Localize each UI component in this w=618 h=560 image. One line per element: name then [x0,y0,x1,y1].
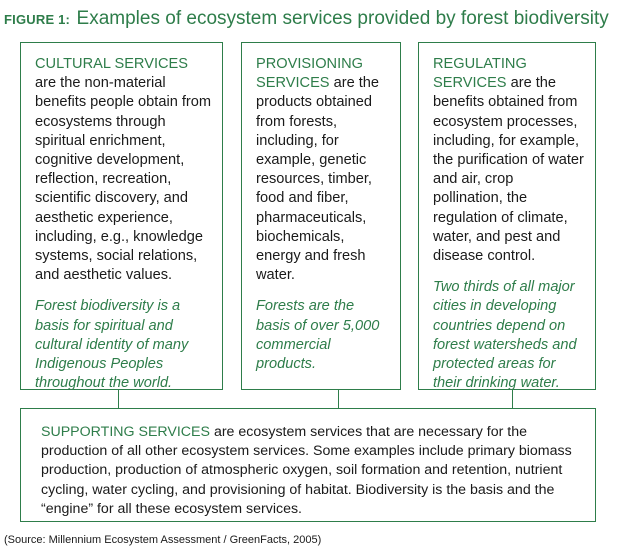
provisioning-services-text [256,55,390,285]
figure-title [4,8,609,30]
connector-regulating [512,390,513,408]
cultural-services-text [35,55,212,285]
connector-provisioning [338,390,339,408]
source-note: (Source: Millennium Ecosystem Assessment / GreenFacts, 2005) [4,534,322,546]
figure-label: FIGURE 1: [4,12,71,27]
supporting-services-box [20,408,596,522]
cultural-services-heading: CULTURAL SERVICES [35,56,189,72]
regulating-services-heading: REGULATING SERVICES [433,56,527,92]
regulating-services-text [433,55,585,266]
cultural-services-body: are the non-material benefits people obtain from ecosystems through spiritual enrichment, cognitive development, reflection, recreation, scientific discovery, and aesthetic experience, including, e.g., knowledge systems, social relations, and aesthetic values. [35,75,212,284]
supporting-services-body: are ecosystem services that are necessary for the production of all other ecosystem services. Some examples include primary biomass production, production of atmospheric oxygen, soil formation and retention, nutrient cycling, water cycling, and provisioning of habitat. Biodiversity is the basis and the “engine” for all these ecosystem services. [41,424,572,517]
regulating-services-box [418,42,596,390]
provisioning-services-box [241,42,401,390]
provisioning-services-body: are the products obtained from forests, including, for example, genetic resources, timber, food and fiber, pharmaceuticals, biochemicals, energy and fresh water. [256,75,380,284]
supporting-services-heading: SUPPORTING SERVICES [41,424,210,440]
cultural-services-box [20,42,223,390]
provisioning-services-heading: PROVISIONING SERVICES [256,56,364,92]
provisioning-services-note: Forests are the basis of over 5,000 commercial products. [256,298,380,373]
connector-cultural [118,390,119,408]
regulating-services-body: are the benefits obtained from ecosystem processes, including, for example, the purification of water and air, crop pollination, the regulation of climate, water, and pest and disease control. [433,75,584,265]
cultural-services-note: Forest biodiversity is a basis for spiritual and cultural identity of many Indigenous Peoples throughout the world. [35,298,189,392]
figure-title-text: Examples of ecosystem services provided by forest biodiversity [76,8,609,29]
regulating-services-note: Two thirds of all major cities in developing countries depend on forest watersheds and protected areas for their drinking water. [433,279,577,392]
